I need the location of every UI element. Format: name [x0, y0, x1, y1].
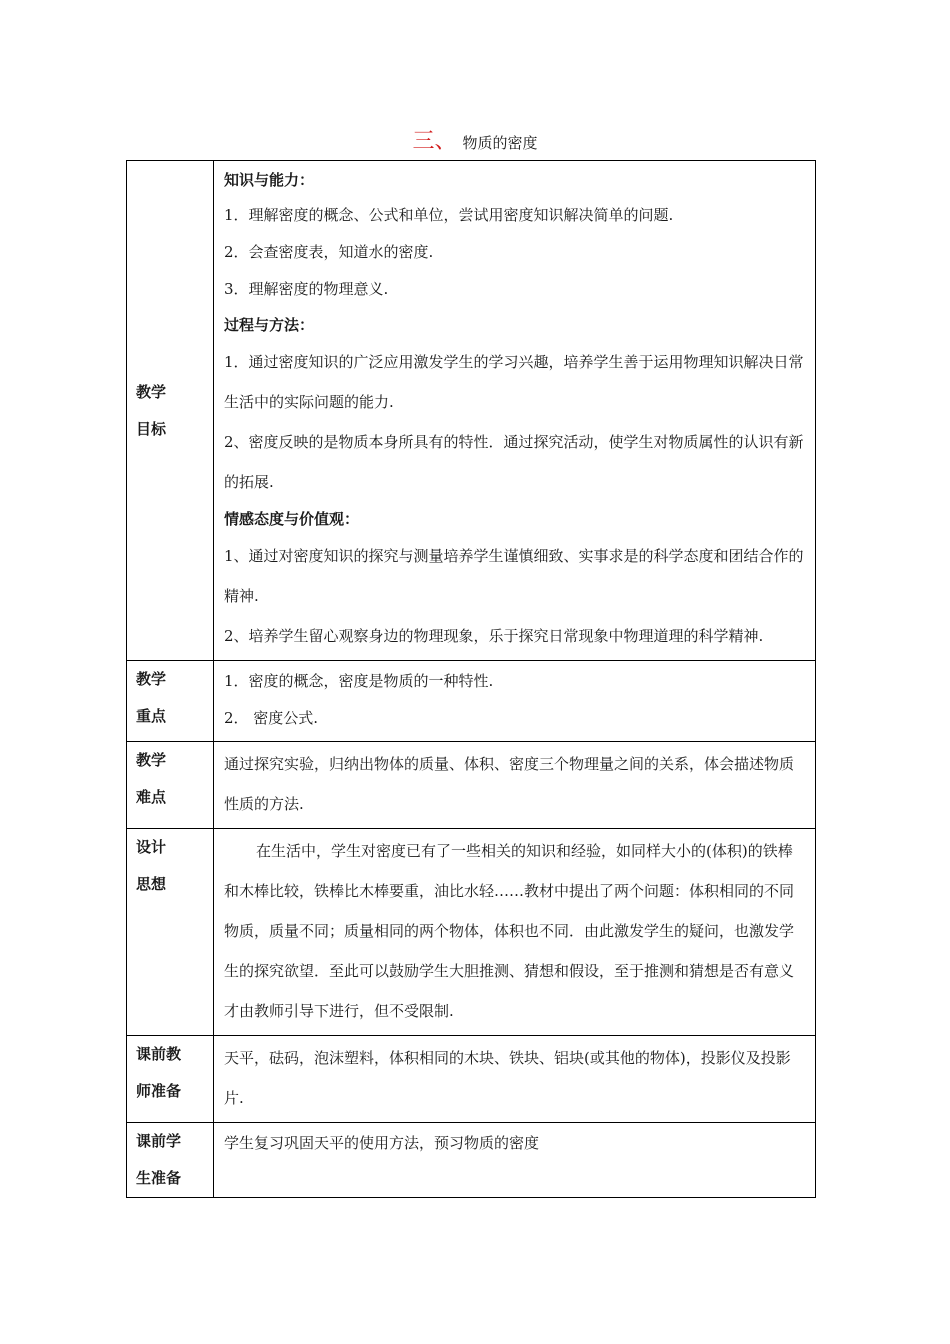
label-design: 设计 思想: [127, 829, 214, 1036]
lesson-plan-table: [126, 160, 816, 1198]
goal-item: 1．理解密度的概念、公式和单位，尝试用密度知识解决简单的问题.: [224, 206, 674, 224]
label-teacher-prep: 课前教 师准备: [127, 1036, 214, 1123]
goal-item: 3．理解密度的物理意义.: [224, 280, 389, 298]
content-difficulty: [214, 742, 816, 829]
row-teacher-prep: [127, 1036, 816, 1123]
teacher-prep-text: 天平，砝码，泡沫塑料，体积相同的木块、铁块、铝块(或其他的物体)，投影仪及投影片.: [224, 1049, 791, 1107]
label-student-prep: 课前学 生准备: [127, 1123, 214, 1198]
heading-knowledge: 知识与能力：: [224, 171, 315, 189]
row-difficulty: [127, 742, 816, 829]
title-text: 物质的密度: [462, 134, 538, 152]
content-goals: [214, 161, 816, 661]
goal-item: 1、通过对密度知识的探究与测量培养学生谨慎细致、实事求是的科学态度和团结合作的精神.: [224, 547, 804, 605]
title-number: 三、: [412, 129, 457, 154]
heading-attitude: 情感态度与价值观：: [224, 510, 360, 528]
row-key-points: [127, 661, 816, 742]
content-student-prep: [214, 1123, 816, 1198]
label-key-points: 教学 重点: [127, 661, 214, 742]
content-design: [214, 829, 816, 1036]
goal-item: 2．会查密度表，知道水的密度.: [224, 243, 434, 261]
difficulty-text: 通过探究实验，归纳出物体的质量、体积、密度三个物理量之间的关系，体会描述物质性质的方法.: [224, 755, 795, 813]
content-teacher-prep: [214, 1036, 816, 1123]
row-goals: [127, 161, 816, 661]
key-item: 1．密度的概念，密度是物质的一种特性.: [224, 672, 494, 690]
content-key-points: [214, 661, 816, 742]
document-title: [0, 124, 950, 155]
label-difficulty: 教学 难点: [127, 742, 214, 829]
goal-item: 1．通过密度知识的广泛应用激发学生的学习兴趣，培养学生善于运用物理知识解决日常生活中的实际问题的能力.: [224, 353, 804, 411]
design-text: 在生活中，学生对密度已有了一些相关的知识和经验，如同样大小的(体积)的铁棒和木棒比较，铁棒比木棒要重，油比水轻……教材中提出了两个问题：体积相同的不同物质，质量不同；质量相同的两个物体，体积也不同．由此激发学生的疑问，也激发学生的探究欲望．至此可以鼓励学生大胆推测、猜想和假设，至于推测和猜想是否有意义才由教师引导下进行，但不受限制.: [224, 842, 795, 1020]
row-design: [127, 829, 816, 1036]
row-student-prep: [127, 1123, 816, 1198]
label-goals: 教学 目标: [127, 161, 214, 661]
goal-item: 2、培养学生留心观察身边的物理现象，乐于探究日常现象中物理道理的科学精神.: [224, 627, 764, 645]
goal-item: 2、密度反映的是物质本身所具有的特性．通过探究活动，使学生对物质属性的认识有新的拓展.: [224, 433, 804, 491]
heading-process: 过程与方法：: [224, 316, 315, 334]
student-prep-text: 学生复习巩固天平的使用方法，预习物质的密度: [224, 1134, 540, 1152]
key-item: 2． 密度公式.: [224, 709, 319, 727]
